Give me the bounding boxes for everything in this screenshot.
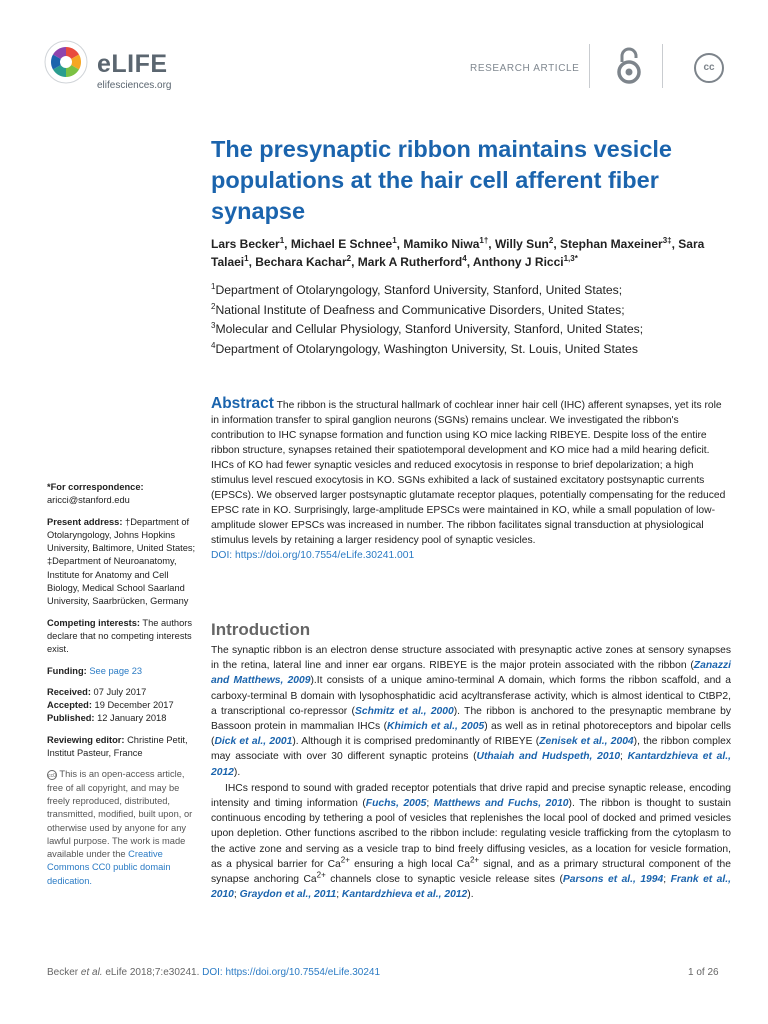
introduction-body xyxy=(211,643,731,902)
citation-link[interactable]: Dick et al., 2001 xyxy=(214,736,293,748)
funding: Funding: See page 23 xyxy=(47,665,143,676)
citation-link[interactable]: Uthaiah and Hudspeth, 2010 xyxy=(476,751,621,763)
author-affiliation-marker: 2 xyxy=(548,236,554,245)
sidebar xyxy=(47,481,197,896)
brand-name[interactable]: eLIFE xyxy=(97,50,168,78)
dates: Received: 07 July 2017 Accepted: 19 December 2017 Published: 12 January 2018 xyxy=(47,686,174,724)
citation-link[interactable]: Fuchs, 2005 xyxy=(365,798,427,810)
author-name[interactable]: Mamiko Niwa xyxy=(403,237,480,251)
reviewing-editor: Reviewing editor: Christine Petit, Institut Pasteur, France xyxy=(47,734,188,759)
author-affiliation-marker: 3‡ xyxy=(662,236,672,245)
citation-link[interactable]: Kantardzhieva et al., 2012 xyxy=(211,751,731,778)
citation-link[interactable]: Parsons et al., 1994 xyxy=(562,874,664,886)
author-affiliation-marker: 4 xyxy=(462,254,467,263)
citation-link[interactable]: Kantardzhieva et al., 2012 xyxy=(341,889,468,901)
author-name[interactable]: Lars Becker xyxy=(211,237,280,251)
author-affiliation-marker: 2 xyxy=(346,254,352,263)
abstract-doi-link[interactable]: DOI: https://doi.org/10.7554/eLife.30241.001 xyxy=(211,550,415,561)
header-divider xyxy=(589,44,590,88)
citation-link[interactable]: Khimich et al., 2005 xyxy=(387,721,485,733)
author-name[interactable]: Michael E Schnee xyxy=(290,237,393,251)
paragraph: IHCs respond to sound with graded receptor potentials that drive rapid and precise synaptic release, encoding intensity and timing information (Fuchs, 2005; Matthews and Fuchs, 2010). The ribbon is thought to sustain continuous encoding by tethering a pool of vesicles that replenishes the local pool of docked and primed vesicles upon depletion. Other functions ascribed to the ribbon include: regulating vesicle trafficking from the cytoplasm to the active zone and serving as a vesicle trap to bind freely diffusing vesicles, as a location for vesicle formation, as a physical barrier for $Ca^{2+}$ ensuring a high local $Ca^{2+}$ signal, and as a primary structural component of the synapse anchoring $Ca^{2+}$ channels close to synaptic vesicle release sites (Parsons et al., 1994; Frank et al., 2010; Graydon et al., 2011; Kantardzhieva et al., 2012). xyxy=(211,782,731,901)
author-list: Lars Becker$^1$, Michael E Schnee$^1$, Mamiko Niwa$^{1\dagger}$, Willy Sun$^2$, Stephan Maxeiner$^{3\ddagger}$, Sara Talaei$^1$, Bechara Kachar$^2$, Mark A Rutherford$^4$, Anthony J Ricci$^{1,3*}$ xyxy=(211,236,705,269)
cc0-icon: cc0 xyxy=(47,770,57,780)
citation-link[interactable]: Schmitz et al., 2000 xyxy=(354,705,454,717)
page-number: 1 of 26 xyxy=(688,967,719,978)
footer-doi-link[interactable]: DOI: https://doi.org/10.7554/eLife.30241 xyxy=(202,967,381,978)
article-title: The presynaptic ribbon maintains vesicle populations at the hair cell afferent fiber synapse xyxy=(211,136,673,224)
article-type: RESEARCH ARTICLE xyxy=(470,63,580,74)
funding-link[interactable]: See page 23 xyxy=(89,665,143,676)
affiliation: $^4$Department of Otolaryngology, Washington University, St. Louis, United States xyxy=(211,340,638,356)
affiliations xyxy=(211,281,731,359)
footer-citation: Becker et al. eLife 2018;7:e30241. DOI: https://doi.org/10.7554/eLife.30241 xyxy=(47,967,381,978)
author-name[interactable]: Bechara Kachar xyxy=(255,255,347,269)
affiliation: $^2$National Institute of Deafness and Communicative Disorders, United States; xyxy=(211,301,625,317)
correspondence: *For correspondence: aricci@stanford.edu xyxy=(47,482,144,506)
author-name[interactable]: Anthony J Ricci xyxy=(472,255,564,269)
affiliation: $^3$Molecular and Cellular Physiology, Stanford University, Stanford, United States; xyxy=(211,320,644,336)
creative-commons-icon: cc xyxy=(694,53,724,83)
abstract-heading: Abstract xyxy=(211,395,274,412)
author-name[interactable]: Sara Talaei xyxy=(211,237,705,269)
citation-link[interactable]: Frank et al., 2010 xyxy=(211,874,731,901)
elife-logo-icon[interactable] xyxy=(44,40,88,84)
author-affiliation-marker: 1,3* xyxy=(563,254,578,263)
abstract-text: The ribbon is the structural hallmark of cochlear inner hair cell (IHC) afferent synapses, yet its role in information transfer to spiral ganglion neurons (SGNs) remains unclear. We investigated the ribbon's contribution to IHC synapse formation and function using KO mice lacking RIBEYE. Despite loss of the entire ribbon structure, synapses retained their spatiotemporal development and KO mice had a mild hearing deficit. IHCs of KO had fewer synaptic vesicles and reduced exocytosis in response to brief depolarization; a high stimulus level rescued exocytosis in KO. SGNs exhibited a lack of sustained excitatory postsynaptic currents (EPSCs). We observed larger postsynaptic glutamate receptor plaques, potentially compensating for the reduced EPSC rate in KO. Surprisingly, large-amplitude EPSCs were maintained in KO, while a small population of low-amplitude slower EPSCs was increased in number. The ribbon facilitates signal transduction at physiological stimulus levels by retaining a larger residency pool of synaptic vesicles. xyxy=(211,400,726,546)
competing-interests: Competing interests: The authors declare that no competing interests exist. xyxy=(47,617,193,655)
brand-url[interactable]: elifesciences.org xyxy=(97,80,172,91)
citation-link[interactable]: Zenisek et al., 2004 xyxy=(539,736,634,748)
citation-link[interactable]: Graydon et al., 2011 xyxy=(239,889,337,901)
open-access-icon xyxy=(613,46,645,86)
author-name[interactable]: Willy Sun xyxy=(494,237,549,251)
abstract xyxy=(211,396,731,563)
author-name[interactable]: Mark A Rutherford xyxy=(357,255,463,269)
author-affiliation-marker: 1† xyxy=(479,236,489,245)
author-affiliation-marker: 1 xyxy=(392,236,397,245)
author-affiliation-marker: 1 xyxy=(244,254,249,263)
present-address: Present address: †Department of Otolaryngology, Johns Hopkins University, Baltimore, United States; ‡Department of Neuroanatomy, Institute for Anatomy and Cell Biology, Medical School Saarland University, Saarbrücken, Germany xyxy=(47,516,196,607)
introduction-heading: Introduction xyxy=(211,620,311,639)
author-name[interactable]: Stephan Maxeiner xyxy=(559,237,663,251)
correspondence-email[interactable]: aricci@stanford.edu xyxy=(47,495,130,506)
citation-link[interactable]: Zanazzi and Matthews, 2009 xyxy=(211,660,731,687)
citation-link[interactable]: Matthews and Fuchs, 2010 xyxy=(433,798,569,810)
author-affiliation-marker: 1 xyxy=(279,236,285,245)
license: cc0 This is an open-access article, free of all copyright, and may be freely reproduced, distributed, transmitted, modified, built upon, or otherwise used by anyone for any lawful purpose. The work is made available under the Creative Commons CC0 public domain dedication. xyxy=(47,769,193,886)
header-divider xyxy=(662,44,663,88)
paragraph: The synaptic ribbon is an electron dense structure associated with presynaptic active zones at sensory synapses in the retina, lateral line and inner ear organs. RIBEYE is the major protein associated with the ribbon (Zanazzi and Matthews, 2009).It consists of a unique amino-terminal A domain, which forms the ribbon scaffold, and a carboxy-terminal B domain with lysophosphatidic acid acyltransferase activity, which is almost identical to CtBP2, a transcriptional co-repressor (Schmitz et al., 2000). The ribbon is anchored to the presynaptic membrane by Bassoon protein in mammalian IHCs (Khimich et al., 2005) as well as in retinal photoreceptors and bipolar cells (Dick et al., 2001). Although it is comprised predominantly of RIBEYE (Zenisek et al., 2004), the ribbon complex may associate with over 30 different synaptic proteins (Uthaiah and Hudspeth, 2010; Kantardzhieva et al., 2012). xyxy=(211,645,732,778)
affiliation: $^1$Department of Otolaryngology, Stanford University, Stanford, United States; xyxy=(211,281,623,297)
cc0-license-link[interactable]: Creative Commons CC0 public domain dedication. xyxy=(47,849,171,886)
